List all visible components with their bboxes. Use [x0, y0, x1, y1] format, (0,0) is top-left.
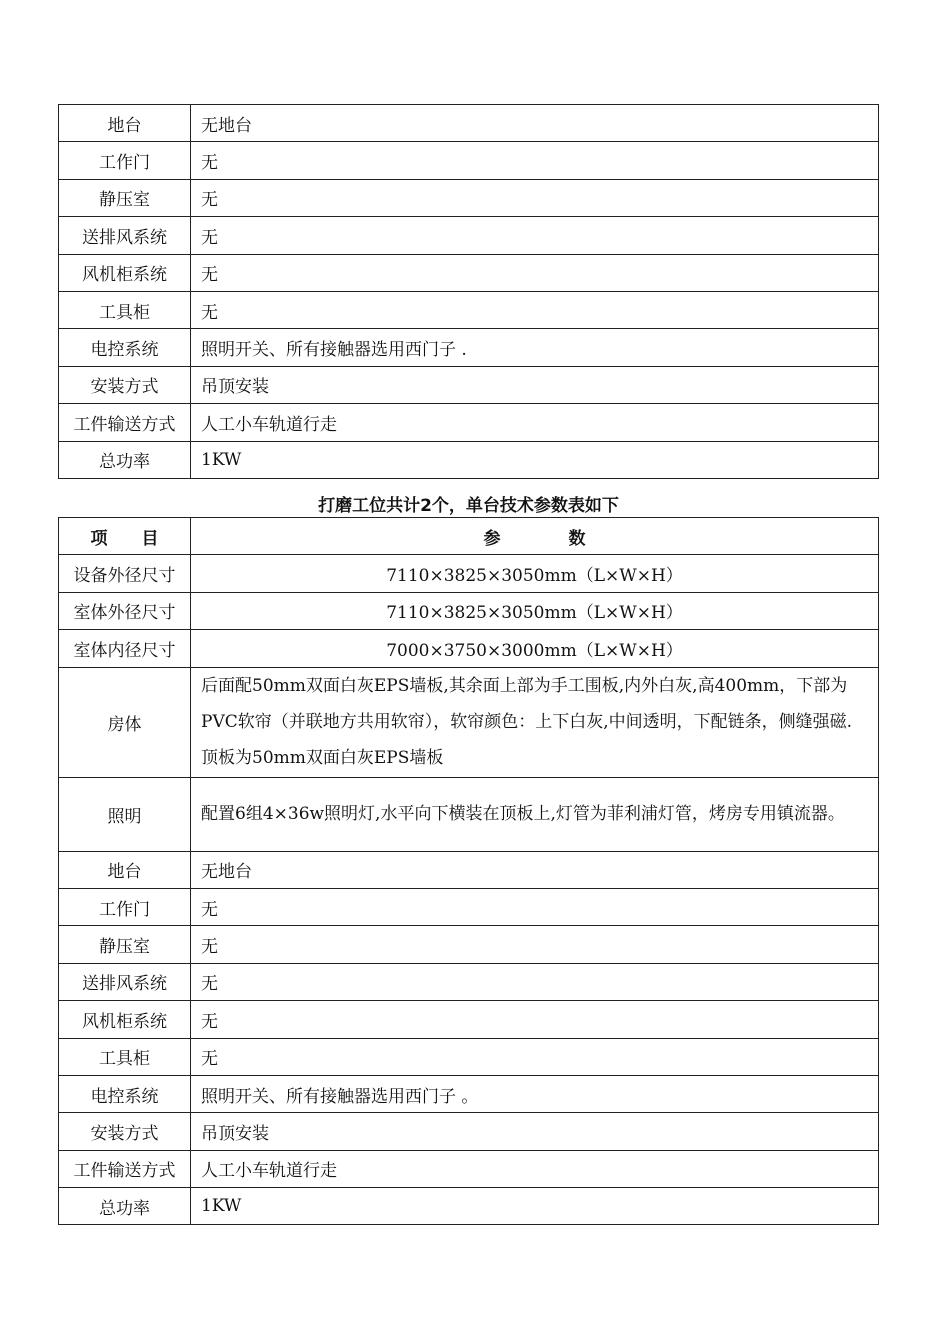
- table-row: [59, 888, 879, 925]
- row-value: 无: [191, 217, 879, 254]
- row-value: 无: [191, 1001, 879, 1038]
- row-label: 工件输送方式: [59, 404, 191, 441]
- row-value: 1KW: [191, 441, 879, 478]
- table-row: [59, 1113, 879, 1150]
- row-value: 无: [191, 963, 879, 1000]
- row-label: 安装方式: [59, 1113, 191, 1150]
- row-label: 地台: [59, 105, 191, 142]
- row-label: 总功率: [59, 1188, 191, 1225]
- row-label: 静压室: [59, 926, 191, 963]
- row-value: 1KW: [191, 1188, 879, 1225]
- row-value: 7110×3825×3050mm（L×W×H）: [191, 555, 879, 592]
- row-value: 无: [191, 142, 879, 179]
- table-row: [59, 1188, 879, 1225]
- table-row: [59, 926, 879, 963]
- table-row: [59, 963, 879, 1000]
- row-value: 吊顶安装: [191, 1113, 879, 1150]
- row-value: 无地台: [191, 851, 879, 888]
- row-label: 工作门: [59, 888, 191, 925]
- row-label: 设备外径尺寸: [59, 555, 191, 592]
- table-row: [59, 1001, 879, 1038]
- table-row: [59, 777, 879, 851]
- row-value: 人工小车轨道行走: [191, 1150, 879, 1187]
- row-value: 人工小车轨道行走: [191, 404, 879, 441]
- header-item: 项 目: [59, 518, 191, 555]
- table-row: [59, 592, 879, 629]
- row-value: 无: [191, 888, 879, 925]
- table-row: [59, 667, 879, 777]
- table-row: [59, 1038, 879, 1075]
- row-label: 工具柜: [59, 1038, 191, 1075]
- row-value: 配置6组4×36w照明灯,水平向下横装在顶板上,灯管为菲利浦灯管，烤房专用镇流器。: [191, 777, 879, 851]
- row-label: 工件输送方式: [59, 1150, 191, 1187]
- row-label: 室体外径尺寸: [59, 592, 191, 629]
- row-label: 电控系统: [59, 1075, 191, 1112]
- table-row: [59, 630, 879, 667]
- row-value: 无: [191, 254, 879, 291]
- table-row: [59, 142, 879, 179]
- row-label: 送排风系统: [59, 217, 191, 254]
- row-value: 7110×3825×3050mm（L×W×H）: [191, 592, 879, 629]
- row-value: 无: [191, 1038, 879, 1075]
- row-value: 无地台: [191, 105, 879, 142]
- table-header-row: [59, 518, 879, 555]
- table-row: [59, 851, 879, 888]
- row-label: 工具柜: [59, 291, 191, 328]
- row-label: 地台: [59, 851, 191, 888]
- header-param: 参 数: [191, 518, 879, 555]
- table-row: [59, 329, 879, 366]
- row-label: 照明: [59, 777, 191, 851]
- table-row: [59, 441, 879, 478]
- row-value: 后面配50mm双面白灰EPS墙板,其余面上部为手工围板,内外白灰,高400mm，下部为PVC软帘（并联地方共用软帘），软帘颜色：上下白灰,中间透明，下配链条，侧缝强磁.顶板为50mm双面白灰EPS墙板: [191, 667, 879, 777]
- table-row: [59, 254, 879, 291]
- row-value: 吊顶安装: [191, 366, 879, 403]
- row-label: 电控系统: [59, 329, 191, 366]
- row-label: 风机柜系统: [59, 1001, 191, 1038]
- table-row: [59, 291, 879, 328]
- table-row: [59, 366, 879, 403]
- row-value: 无: [191, 291, 879, 328]
- table-row: [59, 555, 879, 592]
- row-label: 房体: [59, 667, 191, 777]
- row-label: 总功率: [59, 441, 191, 478]
- row-label: 送排风系统: [59, 963, 191, 1000]
- row-value: 无: [191, 926, 879, 963]
- table-row: [59, 404, 879, 441]
- grinding-station-spec-table: [58, 517, 879, 1225]
- table-row: [59, 1075, 879, 1112]
- spec-table-continued: [58, 104, 879, 479]
- row-value: 照明开关、所有接触器选用西门子 。: [191, 1075, 879, 1112]
- row-label: 风机柜系统: [59, 254, 191, 291]
- row-label: 静压室: [59, 179, 191, 216]
- table-row: [59, 179, 879, 216]
- row-value: 照明开关、所有接触器选用西门子 .: [191, 329, 879, 366]
- table-row: [59, 105, 879, 142]
- row-label: 工作门: [59, 142, 191, 179]
- table-row: [59, 217, 879, 254]
- row-value: 无: [191, 179, 879, 216]
- row-label: 室体内径尺寸: [59, 630, 191, 667]
- table-row: [59, 1150, 879, 1187]
- table-caption: 打磨工位共计2个，单台技术参数表如下: [318, 496, 619, 516]
- row-value: 7000×3750×3000mm（L×W×H）: [191, 630, 879, 667]
- row-label: 安装方式: [59, 366, 191, 403]
